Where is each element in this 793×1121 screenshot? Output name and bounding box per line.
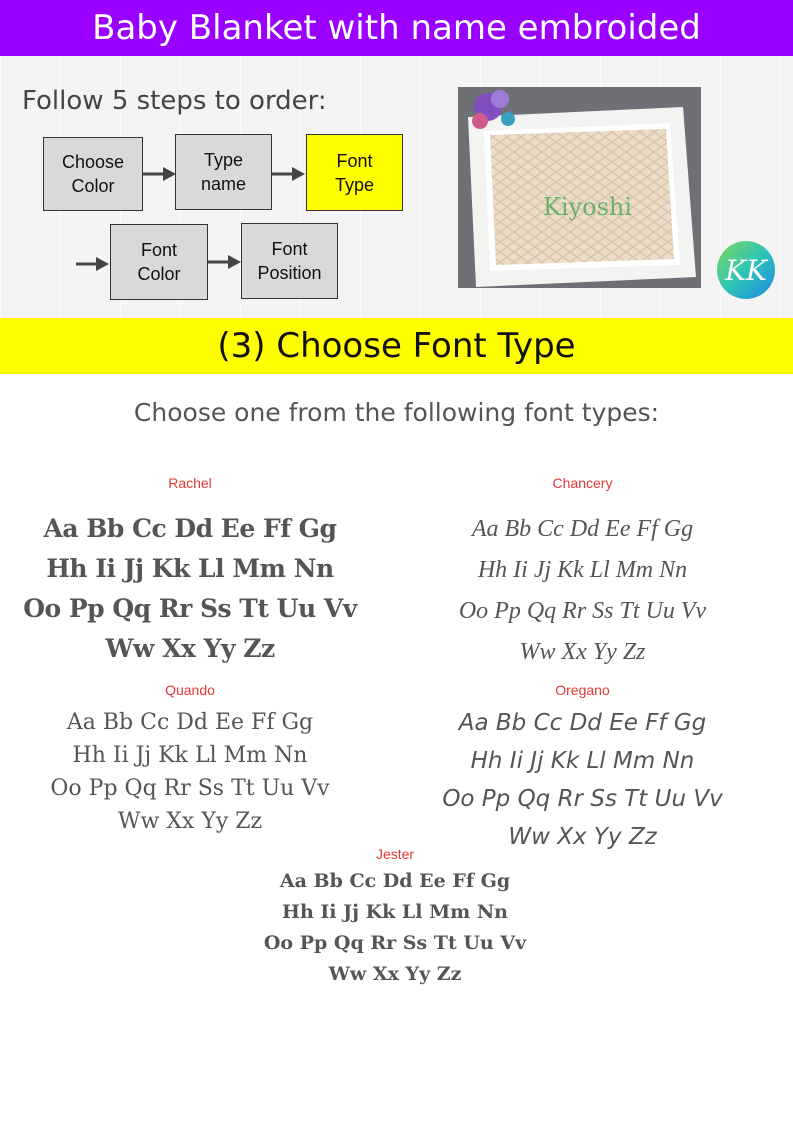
step-label-line: Font (336, 150, 373, 171)
alphabet-line: Aa Bb Cc Dd Ee Ff Gg (43, 514, 337, 543)
step-font-type[interactable] (306, 134, 403, 211)
section-title: (3) Choose Font Type (217, 326, 576, 366)
step-font-color[interactable] (110, 224, 208, 300)
alphabet-line: Ww Xx Yy Zz (508, 824, 657, 850)
step-label-line: Font (271, 239, 308, 259)
font-name: Rachel (168, 475, 212, 491)
page-header (0, 0, 793, 56)
svg-text:KK: KK (725, 254, 767, 287)
font-name: Oregano (555, 682, 610, 698)
font-name: Quando (165, 682, 215, 698)
step-label-line: Position (257, 263, 322, 283)
alphabet-line: Aa Bb Cc Dd Ee Ff Gg (66, 710, 314, 735)
step-label-line: Choose (61, 152, 125, 172)
font-name: Chancery (552, 475, 613, 491)
step-type-name[interactable] (175, 134, 272, 210)
step-label-line: Color (71, 176, 115, 196)
instruction-text: Choose one from the following font types: (133, 398, 660, 427)
brand-logo (716, 240, 776, 300)
product-photo (458, 87, 701, 288)
font-sample-rachel[interactable] (20, 475, 360, 669)
alphabet-line: Oo Pp Qq Rr Ss Tt Uu Vv (23, 594, 357, 623)
step-label-line: Type (203, 150, 244, 170)
alphabet-line: Hh Ii Jj Kk Ll Mm Nn (470, 748, 695, 774)
step-font-position[interactable] (241, 223, 338, 299)
page-title: Baby Blanket with name embroided (92, 8, 701, 48)
alphabet-line: Hh Ii Jj Kk Ll Mm Nn (72, 743, 308, 768)
step-label-line: Color (137, 264, 181, 284)
font-sample-chancery[interactable] (410, 475, 755, 673)
alphabet-line: Hh Ii Jj Kk Ll Mm Nn (282, 901, 508, 923)
font-sample-oregano[interactable] (410, 682, 755, 856)
step-label-line: Type (334, 174, 375, 195)
alphabet-line: Hh Ii Jj Kk Ll Mm Nn (46, 554, 334, 583)
alphabet-line: Aa Bb Cc Dd Ee Ff Gg (471, 516, 694, 542)
alphabet-line: Aa Bb Cc Dd Ee Ff Gg (279, 870, 511, 892)
alphabet-line: Oo Pp Qq Rr Ss Tt Uu Vv (458, 598, 707, 624)
step-label-line: name (200, 174, 247, 194)
alphabet-line: Aa Bb Cc Dd Ee Ff Gg (458, 710, 707, 736)
font-name: Jester (375, 846, 415, 862)
section-banner (0, 318, 793, 374)
steps-title: Follow 5 steps to order: (22, 86, 327, 116)
alphabet-line: Ww Xx Yy Zz (117, 809, 263, 834)
alphabet-line: Hh Ii Jj Kk Ll Mm Nn (477, 557, 688, 583)
alphabet-line: Ww Xx Yy Zz (328, 963, 462, 985)
font-sample-quando[interactable] (20, 682, 360, 838)
step-choose-color[interactable] (43, 137, 143, 211)
alphabet-line: Oo Pp Qq Rr Ss Tt Uu Vv (442, 786, 723, 812)
font-sample-jester[interactable] (220, 846, 570, 990)
alphabet-line: Oo Pp Qq Rr Ss Tt Uu Vv (263, 932, 527, 954)
step-label-line: Font (140, 240, 177, 260)
alphabet-line: Ww Xx Yy Zz (519, 639, 646, 665)
alphabet-line: Ww Xx Yy Zz (105, 634, 275, 663)
alphabet-line: Oo Pp Qq Rr Ss Tt Uu Vv (50, 776, 330, 801)
embroidery-text: Kiyoshi (543, 193, 633, 221)
